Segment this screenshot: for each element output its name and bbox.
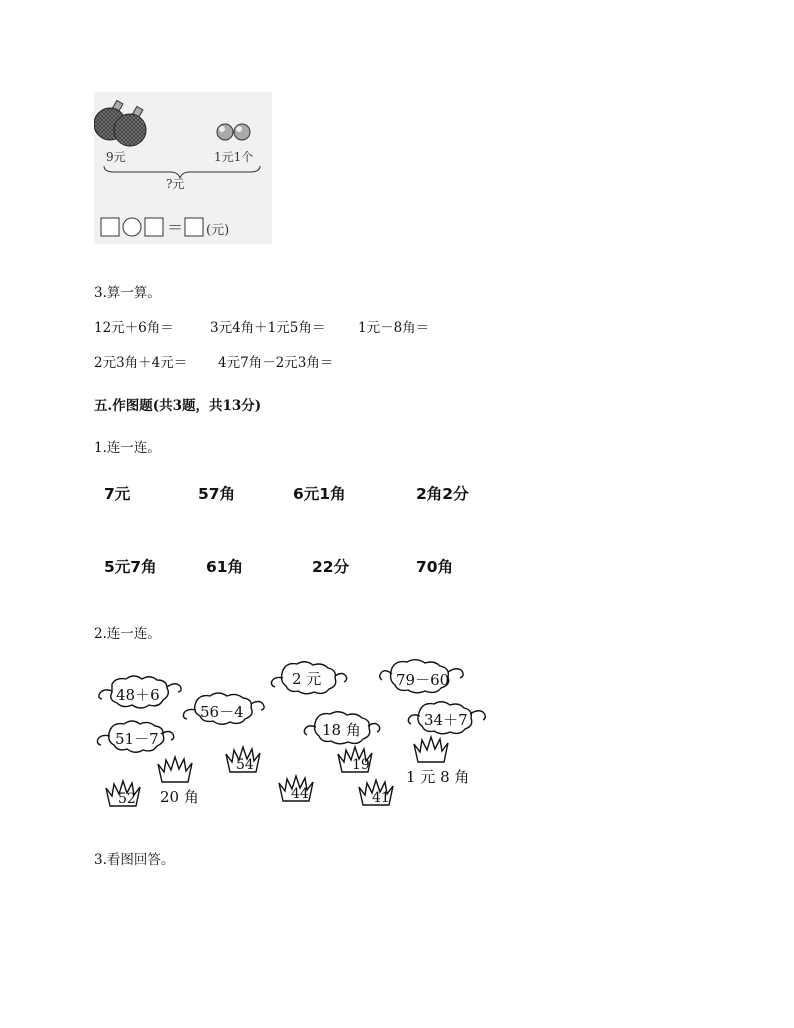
cloud-label: 48＋6 xyxy=(116,686,160,704)
q3-title: 3.看图回答。 xyxy=(94,852,175,868)
expr: 12元＋6角＝ xyxy=(94,320,174,336)
right-price-label: 1元1个 xyxy=(214,150,254,164)
expr: 1元－8角＝ xyxy=(358,320,430,336)
grass-label: 44 xyxy=(291,786,309,802)
svg-text:＝: ＝ xyxy=(167,218,184,237)
total-label: ?元 xyxy=(166,177,185,191)
match-item-top: 6元1角 xyxy=(293,485,346,503)
cloud-label: 34＋7 xyxy=(424,711,468,729)
left-price-label: 9元 xyxy=(106,150,126,164)
section5-heading: 五.作图题(共3题，共13分) xyxy=(94,398,262,414)
match-item-bottom: 70角 xyxy=(416,558,454,576)
match-item-top: 7元 xyxy=(104,485,131,503)
q2-title: 2.连一连。 xyxy=(94,626,161,642)
match-item-top: 2角2分 xyxy=(416,485,469,503)
cloud-label: 79－60 xyxy=(396,671,450,689)
match-item-bottom: 5元7角 xyxy=(104,558,157,576)
match-item-bottom: 22分 xyxy=(312,558,350,576)
unit-label: (元) xyxy=(206,223,230,238)
q1-title: 1.连一连。 xyxy=(94,440,161,456)
grass-label: 52 xyxy=(118,791,136,807)
section3-title: 3.算一算。 xyxy=(94,285,161,301)
plain-label: 20 角 xyxy=(160,788,199,806)
expr: 3元4角＋1元5角＝ xyxy=(210,320,326,336)
cloud-label: 56－4 xyxy=(200,703,244,721)
cloud-label: 18 角 xyxy=(322,721,361,739)
grass-label: 54 xyxy=(236,757,254,773)
grass-label: 41 xyxy=(372,790,390,806)
expr: 2元3角＋4元＝ xyxy=(94,355,188,371)
cloud-label: 51－7 xyxy=(115,730,159,748)
match-item-bottom: 61角 xyxy=(206,558,244,576)
cloud-label: 2 元 xyxy=(292,670,322,688)
expr: 4元7角－2元3角＝ xyxy=(218,355,334,371)
grass-label: 19 xyxy=(352,757,370,773)
match-item-top: 57角 xyxy=(198,485,236,503)
plain-label: 1 元 8 角 xyxy=(406,768,470,786)
grass-shape xyxy=(414,737,448,762)
grass-shape xyxy=(158,757,192,782)
